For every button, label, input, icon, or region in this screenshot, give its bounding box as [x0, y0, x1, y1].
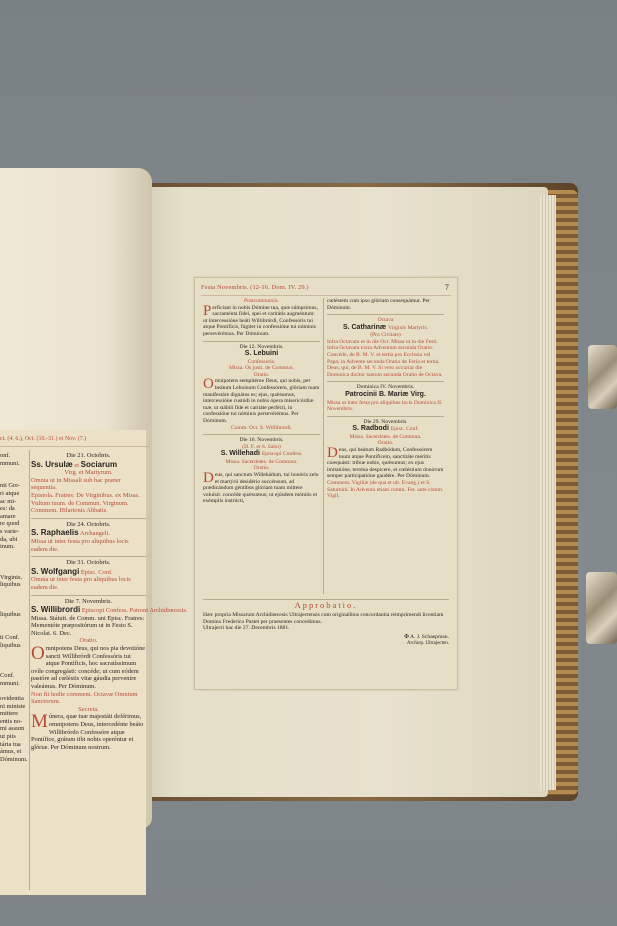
cut-text-line [0, 665, 28, 673]
feast-date: Die 7. Novembris. [64, 597, 113, 605]
oratio-label: Oratio. [377, 440, 394, 447]
cut-text-line: ovidentia [0, 695, 24, 702]
left-column [203, 298, 320, 505]
section-separator [203, 434, 320, 435]
left-main-column [31, 452, 188, 751]
page-number: 7 [444, 283, 449, 292]
octave-rubric: Infra Octavam et in die Oct. Missa ut in die Festi. [327, 338, 438, 345]
section-separator [31, 595, 146, 596]
missa-rubric: Missa. Státuit. de Comm. uni Episc. Fratres: Mementóte præpositórum ut in Festo S. Nicolai. 6. Dec. [31, 614, 145, 637]
oratio-prayer [203, 378, 320, 424]
section-separator [31, 518, 146, 519]
missa-rubric: Omnia ut in Missali sub hac præter sequentia. [31, 476, 121, 492]
cut-text-line: amare [0, 512, 16, 520]
cut-text-line [0, 566, 28, 574]
oratio-label: Oratio. [253, 371, 270, 378]
oratio-label: Oratio. [79, 637, 98, 645]
saint-rank: Episcopi Confess. Patroni Archidiœcesis. [81, 607, 188, 615]
cut-text-line [0, 467, 28, 475]
cut-text-line: liquibus [0, 611, 21, 619]
page-edges [540, 195, 556, 790]
feast-date: Die 16. Novembris. [239, 437, 284, 444]
cut-text-line: nti Gre- [0, 482, 21, 490]
saint-name-text: S. Catharinæ [342, 323, 387, 331]
cut-text-line: ac mi- [0, 497, 17, 505]
continued-prayer: cœléstem cum ipso glóriam consequámur. Per Dóminum. [327, 298, 430, 311]
cut-text-line: mittere [0, 710, 19, 718]
feast-date: Die 24. Octobris. [66, 520, 111, 528]
saint-rank: Episc. Conf. [390, 426, 419, 433]
prayer-text: mnipotens Deus, qui nos pia devotióne sancti Willibrórdi Confessóris tui atque Pontíficis, hoc sacratíssimum ovíle congregásti: concéde; ut cum eódem pastóre ad cœléstis vitæ gáudia pervenire valeámus. Per Dóminum. [31, 645, 146, 691]
approbatio-title: Approbatio. [294, 600, 358, 610]
saint-name-text: S. Radbodi [352, 425, 389, 433]
cut-text-line: ut piis [0, 732, 16, 740]
section-separator [327, 416, 444, 417]
missa-rubric: Missa ut inter festa pro aliquibus locis Dominica II. Novembris. [327, 399, 443, 413]
missa-rubric: Missa. Sacerdotes. de Commun. [349, 433, 422, 440]
saint-name [31, 460, 146, 470]
saint-name: S. Lebuini [244, 350, 279, 358]
cut-text-line [0, 558, 28, 566]
right-column [327, 298, 444, 500]
missa-rubric: Missa ut inter festa pro aliquibus locis eadem die. [31, 537, 129, 553]
cut-text-line: s varie- [0, 527, 19, 535]
running-head [201, 284, 451, 296]
feast-note: (Pro Civitate) [370, 332, 401, 339]
section-separator [31, 556, 146, 557]
cut-text-line: Dóminum. [0, 755, 28, 763]
cut-text-line: entis no- [0, 717, 23, 725]
prayer-text: mnipotens sempitérne Deus, qui nobis, per beátum Lebuínum Confessórem, glóriam tuam manifestáre dignátus es; ejus, quǽsumus, intercessióne custódi in nobis ópera misericórdiæ tuæ, ut stábili fide et caritáte perfécti, in confessióne tui nóminis persevérémus. Per Dóminum. [203, 378, 320, 424]
left-printed-plate [0, 430, 188, 895]
cut-text-line [0, 551, 28, 559]
conjunction: et [74, 461, 80, 469]
saint-rank: Virginis Martyris. [388, 324, 429, 331]
cut-text-line: ni ministe [0, 702, 26, 710]
left-running-head: ct. (4. 6.), Oct. (10.-31.) et Nov. (7.) [0, 436, 150, 447]
saint-name-text: S. Raphaelis [31, 528, 79, 538]
cut-text-line [0, 649, 28, 657]
saint-name-text: S. Willibrordi [31, 605, 81, 615]
cut-text-line: Conf. [0, 672, 15, 680]
cut-text-line: mmuni. [0, 459, 20, 467]
cut-text-line: es: da [0, 505, 15, 513]
saint-name-text: Ss. Ursulæ [31, 459, 73, 469]
saint-name-text: S. Willehadi [220, 450, 260, 458]
drop-cap: O [203, 376, 214, 393]
cut-text-line [0, 475, 28, 483]
approbatio-place-date: Ultrajecti hac die 27. Decembris 1881. [203, 625, 290, 632]
missa-rubric: Missa. Sacerdotes. de Commun. [225, 458, 298, 465]
saint-name-text: S. Wolfgangi [31, 566, 80, 576]
epistola-rubric: Epistola. Fratres: De Virginibus. ex Missa. Vultum tuum. de Commun. Virginum. [31, 491, 140, 507]
octava-label: Octava [377, 317, 394, 324]
missa-rubric: Missa. Os justi. de Commun. [228, 365, 295, 372]
left-cut-column [0, 452, 28, 763]
lower-clasp [586, 572, 617, 644]
secreta-label: Secreta. [78, 705, 99, 713]
drop-cap: O [31, 643, 45, 665]
cut-text-line [0, 687, 28, 695]
feast-date: Die 12. Novembris. [239, 343, 284, 350]
saint-name [203, 450, 320, 459]
saint-rank: Virg. et Martyrum. [64, 469, 113, 477]
feast-note: (D. F. et S. Sabo) [242, 443, 281, 450]
saint-name [327, 425, 444, 434]
cut-text-line: Virginis. [0, 573, 23, 581]
upper-clasp [588, 345, 617, 409]
postcommunio-label: Postcommunio. [244, 298, 279, 304]
cut-text-line: mmuni. [0, 679, 20, 687]
cut-text-line: da, ubi [0, 535, 18, 543]
drop-cap: D [203, 470, 214, 487]
saint-name-text: Sociarum [80, 459, 118, 469]
prayer-text: erficiant in nobis Dómine tua, quæ súmpsimus, sacraménta fidei, spei et caritátis augméntum: ut intercessióne beáti Willibrórdi, Confessóris tui atque Pontíficis, fúgiter in confessióne tui nóminis persevérémus. Per Dóminum. [203, 304, 318, 337]
cut-text-line: ri atque [0, 489, 20, 497]
saint-rank: Archangeli. [79, 530, 110, 538]
commemoration-rubric: Non fit hodie commem. Octavæ Omnium Sanctorum. [31, 690, 138, 706]
saint-rank: Episcopi Confess. [261, 451, 303, 458]
oratio-prayer [327, 447, 444, 480]
printed-plate [194, 277, 458, 690]
cut-text-line [0, 604, 28, 612]
saint-rank: Confessoris. [247, 358, 276, 365]
commemoration-rubric: Comm. Oct. S. Willibrordi. [230, 424, 293, 431]
missa-rubric: Omnia ut inter festa pro aliquibus locis eadem die. [31, 576, 131, 591]
saint-rank: Episc. Conf. [80, 568, 113, 576]
commemoration-rubric: Commem. Vigiliæ (de qua et ult. Evang.) et S. Saturnini. In Adventu etiam comm. Fer. ante comm. Vigil. [327, 479, 444, 500]
oratio-label: Oratio. [253, 465, 270, 472]
drop-cap: D [327, 445, 338, 461]
feast-name: Patrocinii B. Mariæ Virg. [345, 391, 426, 399]
cut-text-line: re quod [0, 520, 20, 528]
saint-name [31, 567, 146, 577]
cut-text-line [0, 596, 28, 604]
running-head-text: Festa Novembris. (12-16. Dom. IV. 29.) [201, 284, 309, 291]
left-page [0, 168, 188, 828]
saint-name [31, 528, 146, 538]
cut-text-line [0, 657, 28, 665]
drop-cap: M [31, 711, 48, 733]
cut-text-line: liquibus [0, 581, 21, 589]
approbatio-signature: ✠ A. J. Schaepman. [404, 634, 449, 641]
feast-date: Die 31. Octobris. [66, 559, 111, 567]
feast-date: Die 29. Novembris. [363, 418, 408, 425]
cut-text-line: ti Conf. [0, 634, 20, 642]
commemoration-rubric: Commem. Hilarionis Abbatis. [31, 507, 108, 515]
oratio-prayer [31, 645, 146, 691]
cut-text-line [0, 627, 28, 635]
cut-text-line [0, 589, 28, 597]
cut-text-line: ámus, et [0, 748, 22, 756]
octave-rubric: Infra Octavam extra Adventum secunda Oratio. Concéde, de B. M. V. et tertia pro Ecclesia vel Papa; in Advente secunda Oratio de Feria et tertia. Deus, qui, de B. M. V. Si vero occurrat die Dominica dicitur tantum secunda Oratio de Octava. [327, 345, 443, 378]
cut-text-line: liquibus [0, 641, 21, 649]
saint-name [31, 605, 188, 615]
saint-name [327, 324, 444, 333]
cut-text-line [0, 619, 28, 627]
sunday-label: Dominica IV. Novembris. [356, 384, 415, 391]
column-divider [323, 298, 324, 594]
left-column-divider [29, 450, 30, 890]
approbatio-text: Hæc propria Missarum Archidiœcesis Ultrajectensis cum originalibus concordantia reimprimendi licentiam Domino Frederico Pustet per praesentes concedimus. [203, 611, 444, 625]
postcommunio-prayer [203, 302, 320, 338]
cut-text-line: inum. [0, 543, 15, 551]
oratio-prayer [203, 472, 320, 505]
feast-date: Die 21. Octobris. [66, 452, 111, 459]
cut-text-line: onf. [0, 452, 11, 459]
section-separator [203, 341, 320, 342]
section-separator [327, 381, 444, 382]
drop-cap: P [203, 302, 212, 319]
section-separator [327, 314, 444, 315]
prayer-text: eus, qui sanctum Willehádum, tui honóris zelo et martýrii desidério succénsum, ad prædicándum géntibus glóriam tuam míttere voluísti: concéde quǽsumus; ut ejúsdem mónitis et exémplis instrúcti, [203, 472, 319, 505]
prayer-text: eus, qui beátum Radbódum, Confessórem tuum atque Pontíficem, sanctitáte mérítis coæquásti: tríbue nobis, quǽsumus; ex ejus imitatióne, terréna despícere, et cœléstium donórum semper participatióne gaudére. Per Dóminum. [327, 447, 444, 480]
cut-text-line: mi assum [0, 725, 25, 733]
cut-text-line: tária tua [0, 740, 21, 748]
approbatio-signature-title: Archiep. Ultrajecten. [406, 640, 449, 646]
secreta-prayer [31, 713, 146, 751]
prayer-text: únera, quæ tuæ majestáti deférimus, omnipotens Deus, intercedénte beáto Willibrórdo Confessóre atque Pontífice, grátum tibi nobis operéntur et glóriæ. Per Dóminum nostrum. [31, 713, 144, 751]
approbatio-block [203, 596, 449, 648]
